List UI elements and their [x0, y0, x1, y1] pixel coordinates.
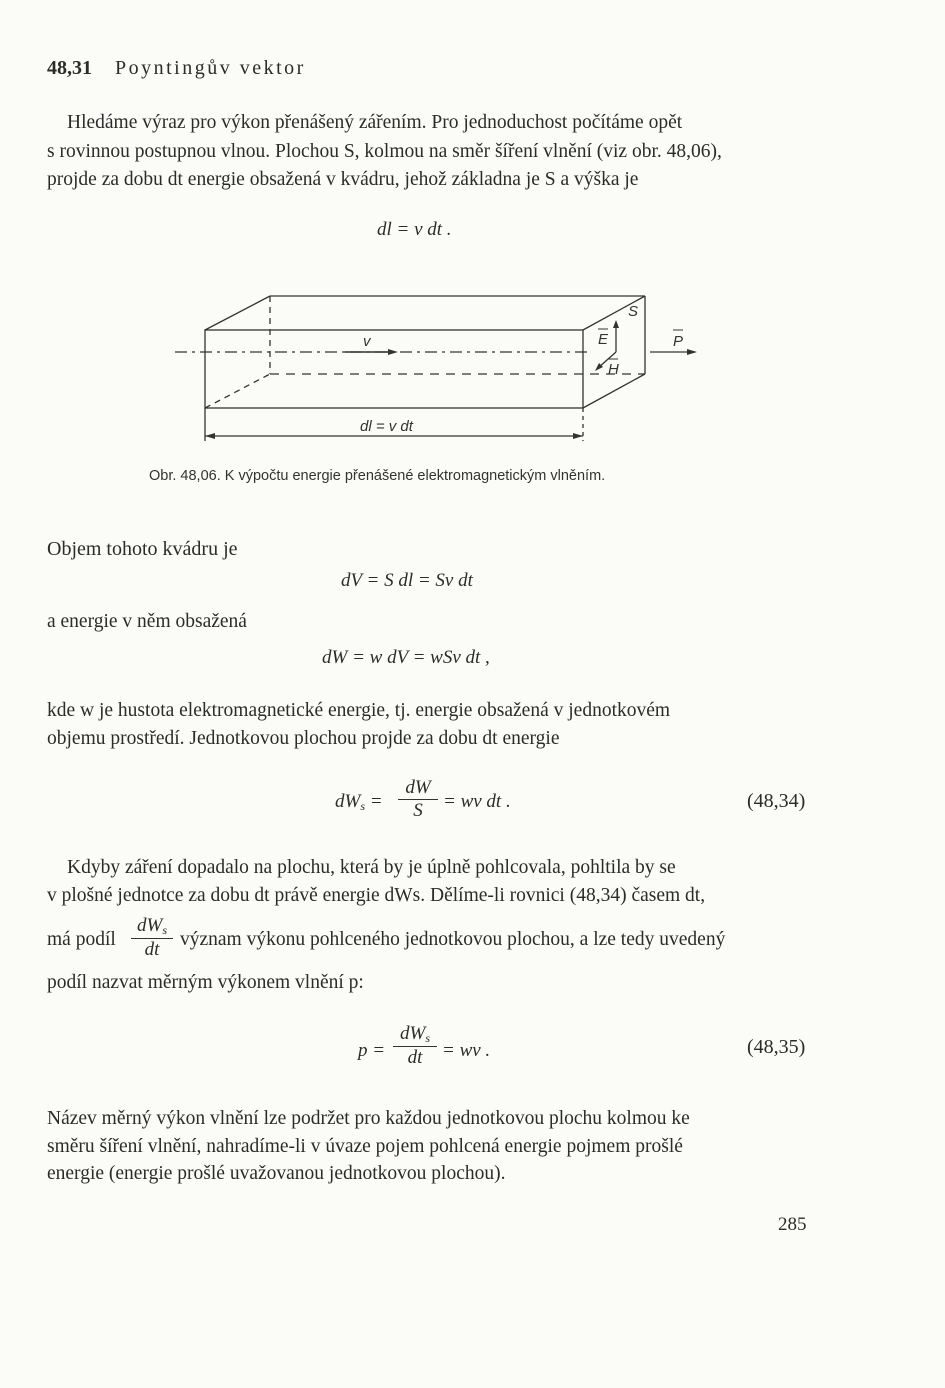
eq4835-denominator: dt	[393, 1046, 437, 1069]
para5-fraction	[131, 915, 173, 961]
eq4834-fraction	[398, 777, 438, 822]
eq4834-number: (48,34)	[747, 790, 806, 812]
para4-line2: objemu prostředí. Jednotkovou plochou projde za dobu dt energie	[47, 728, 560, 749]
para5-line4: podíl nazvat měrným výkonem vlnění p:	[47, 972, 364, 993]
para5-line3-post: význam výkonu pohlceného jednotkovou plochou, a lze tedy uvedený	[180, 929, 726, 950]
section-title: Poyntingův vektor	[115, 57, 306, 79]
label-v: v	[363, 333, 371, 350]
para3: a energie v něm obsažená	[47, 611, 247, 632]
e-arrowhead	[613, 320, 619, 328]
para5-line2: v plošné jednotce za dobu dt právě energie dWs. Dělíme-li rovnici (48,34) časem dt,	[47, 885, 706, 906]
label-dl: dl = v dt	[360, 418, 413, 435]
para5-frac-denominator: dt	[131, 938, 173, 961]
para4-line1: kde w je hustota elektromagnetické energie, tj. energie obsažená v jednotkovém	[47, 700, 671, 721]
section-heading	[47, 57, 306, 80]
eq4835-fraction	[393, 1023, 437, 1069]
label-S: S	[628, 303, 639, 320]
page-number: 285	[778, 1214, 807, 1235]
para6-line1: Název měrný výkon vlnění lze podržet pro každou jednotkovou plochu kolmou ke	[47, 1108, 690, 1129]
eq4835-number: (48,35)	[747, 1036, 806, 1058]
v-arrowhead	[388, 349, 398, 355]
para5-frac-numerator: $dW_s$	[137, 915, 167, 937]
eq4835-numerator: $dW_s$	[400, 1023, 430, 1045]
dim-left-arrowhead	[205, 433, 215, 439]
section-number: 48,31	[47, 57, 92, 79]
eq4834-numerator: dW	[405, 777, 431, 798]
para5-line1: Kdyby záření dopadalo na plochu, která by je úplně pohlcovala, pohltila by se	[67, 857, 676, 878]
para2: Objem tohoto kvádru je	[47, 538, 238, 560]
equation-dl: dl = v dt .	[377, 219, 452, 240]
para6-line3: energie (energie prošlé uvažovanou jednotkovou plochou).	[47, 1163, 506, 1184]
label-E: E	[598, 331, 609, 348]
label-P: P	[673, 333, 684, 350]
p-arrowhead	[687, 349, 697, 355]
cuboid-bottom-right-edge	[583, 374, 645, 408]
para1-line1: Hledáme výraz pro výkon přenášený zářením. Pro jednoduchost počítáme opět	[67, 112, 683, 133]
cuboid-front-face	[205, 330, 583, 408]
para1-line2: s rovinnou postupnou vlnou. Plochou S, kolmou na směr šíření vlnění (viz obr. 48,06),	[47, 141, 722, 162]
figure-caption: Obr. 48,06. K výpočtu energie přenášené elektromagnetickým vlněním.	[149, 468, 606, 484]
para5-line3-pre: má podíl	[47, 929, 116, 950]
eq4835-lhs: p =	[358, 1040, 386, 1061]
eq4834-lhs: $dW_s$ =	[335, 791, 383, 813]
eq4834-rhs: = wv dt .	[443, 791, 511, 812]
dim-right-arrowhead	[573, 433, 583, 439]
para6-line2: směru šíření vlnění, nahradíme-li v úvaze pojem pohlcená energie pojmem prošlé	[47, 1136, 683, 1157]
eq4834-denominator: S	[398, 799, 438, 822]
para1-line3: projde za dobu dt energie obsažená v kvádru, jehož základna je S a výška je	[47, 169, 639, 190]
hidden-diagonal-edge	[205, 374, 270, 408]
cuboid-top-left-edge	[205, 296, 270, 330]
eq4835-rhs: = wv .	[442, 1040, 491, 1061]
label-H: H	[608, 361, 619, 378]
figure-cuboid	[170, 286, 710, 446]
equation-dW: dW = w dV = wSv dt ,	[322, 647, 490, 668]
equation-dV: dV = S dl = Sv dt	[341, 570, 473, 591]
